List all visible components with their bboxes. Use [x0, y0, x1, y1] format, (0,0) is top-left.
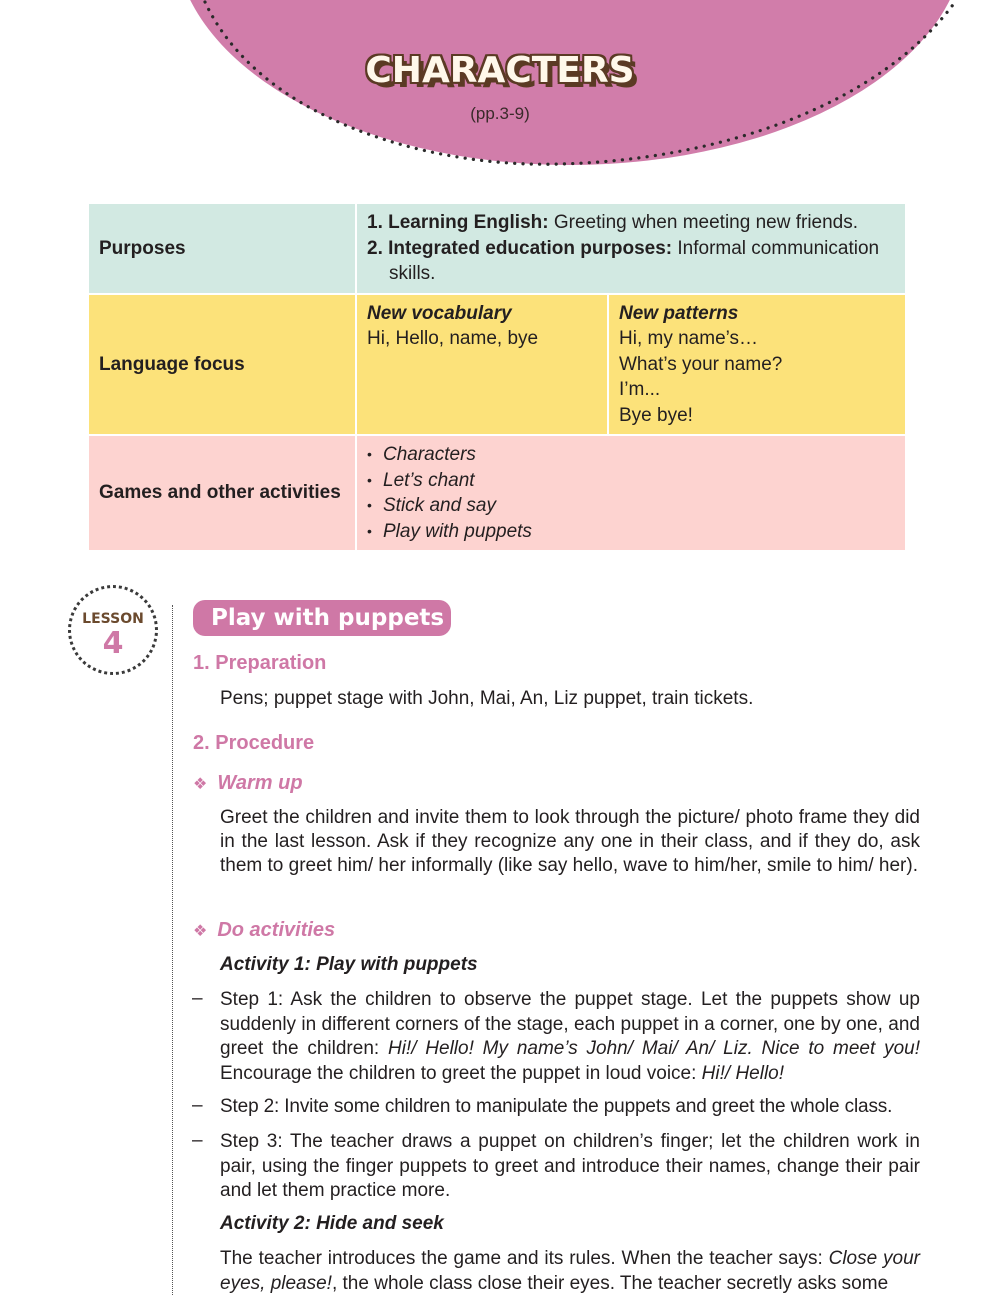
activity-2-title: Activity 2: Hide and seek [220, 1213, 444, 1234]
warm-up-text: Greet the children and invite them to look through the picture/ photo frame they did in the last lesson. Ask if they recognize any one in their class, and if they do, ask them to greet him/ her informally (like say hello, wave to him/her, smile to him/ her). [220, 807, 920, 876]
list-item: • Play with puppets [367, 519, 895, 545]
purpose-item: 1. Learning English: Greeting when meeting new friends. [367, 212, 859, 233]
pattern-item: What’s your name? [619, 353, 783, 375]
purposes-row [88, 203, 906, 294]
pattern-item: Hi, my name’s… [619, 328, 759, 349]
dash-bullet: – [192, 1095, 203, 1116]
lesson-title: Play with puppets [193, 600, 451, 636]
vocabulary-header: New vocabulary [367, 302, 512, 324]
language-focus-label: Language focus [88, 294, 356, 436]
dotted-divider [172, 605, 173, 1295]
page-title: CHARACTERS [365, 50, 635, 91]
diamond-bullet-icon: ❖ [193, 776, 208, 793]
preparation-text: Pens; puppet stage with John, Mai, An, Liz puppet, train tickets. [220, 688, 754, 709]
purposes-label: Purposes [88, 203, 356, 294]
activity-1-step-2: Step 2: Invite some children to manipulate the puppets and greet the whole class. [220, 1096, 893, 1117]
vocabulary-cell [356, 294, 608, 436]
diamond-bullet-icon: ❖ [193, 923, 208, 940]
pattern-item: Bye bye! [619, 404, 693, 426]
games-row [88, 435, 906, 551]
lesson-word: LESSON [82, 611, 144, 627]
list-item: • Let’s chant [367, 468, 895, 494]
do-activities-heading: ❖ Do activities [193, 919, 336, 941]
activity-1-step-1: Step 1: Ask the children to observe the puppet stage. Let the puppets show up suddenly in different corners of the stage, each puppet in a corner, one by one, and greet the children: Hi!/ Hello! My name’s John/ Mai/ An/ Liz. Nice to meet you! Encourage the children to greet the puppet in loud voice: Hi!/ Hello! [220, 989, 921, 1084]
games-label: Games and other activities [88, 435, 356, 551]
dash-bullet: – [192, 1130, 203, 1151]
list-item: • Characters [367, 442, 895, 468]
purpose-item: 2. Integrated education purposes: Informal communication skills. [367, 237, 880, 284]
activity-1-title: Activity 1: Play with puppets [220, 954, 478, 975]
language-focus-row [88, 294, 906, 436]
procedure-heading: 2. Procedure [193, 732, 315, 754]
page-range: (pp.3-9) [470, 104, 530, 123]
lesson-badge [68, 585, 158, 675]
patterns-header: New patterns [619, 302, 739, 324]
lesson-overview-table [87, 202, 907, 552]
games-list [367, 442, 895, 544]
patterns-cell [608, 294, 906, 436]
activity-2-text: The teacher introduces the game and its rules. When the teacher says: Close your eyes, please!, the whole class close their eyes. The teacher secretly asks some [220, 1248, 920, 1294]
dash-bullet: – [192, 988, 203, 1009]
pattern-item: I’m... [619, 379, 661, 400]
list-item: • Stick and say [367, 493, 895, 519]
vocabulary-list: Hi, Hello, name, bye [367, 328, 539, 349]
warm-up-heading: ❖ Warm up [193, 772, 303, 794]
activity-1-step-3: Step 3: The teacher draws a puppet on children’s finger; let the children work in pair, using the finger puppets to greet and introduce their names, change their pair and let them practice more. [220, 1131, 920, 1201]
games-content [356, 435, 906, 551]
preparation-heading: 1. Preparation [193, 652, 327, 674]
lesson-number: 4 [102, 626, 124, 661]
purposes-content [356, 203, 906, 294]
